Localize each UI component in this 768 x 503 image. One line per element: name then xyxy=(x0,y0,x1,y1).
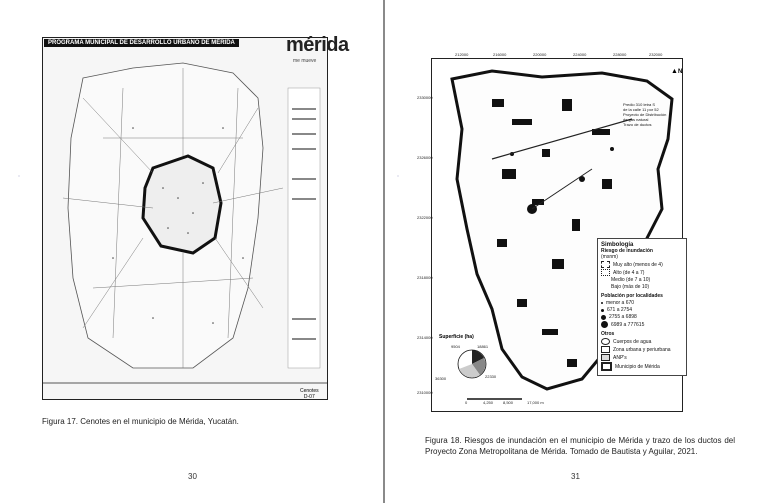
project-legend-line5: Trazo de ductos xyxy=(623,122,652,127)
left-tick-3: 2322000 xyxy=(417,215,433,220)
surface-value-3: 36300 xyxy=(435,376,447,381)
urban-zone-icon xyxy=(601,346,610,353)
north-arrow-icon: ▲N xyxy=(671,68,683,75)
dot-l-icon xyxy=(601,321,608,328)
figure-17-caption: Figura 17. Cenotes en el municipio de Mérida, Yucatán. xyxy=(42,417,239,426)
surface-value-4: 22330 xyxy=(485,374,497,379)
top-tick-6: 232000 xyxy=(649,52,663,57)
population-item: 2755 a 6898 xyxy=(601,314,683,320)
others-item: Cuerpos de agua xyxy=(601,338,683,345)
others-item: Zona urbana y periurbana xyxy=(601,346,683,353)
left-tick-4: 2318000 xyxy=(417,275,433,280)
north-label: N xyxy=(677,69,683,75)
left-page xyxy=(0,0,383,503)
left-tick-1: 2330000 xyxy=(417,95,433,100)
surface-label: Superficie (ha) xyxy=(439,334,474,340)
others-item: Municipio de Mérida xyxy=(601,362,683,371)
population-item: 671 a 2754 xyxy=(601,307,683,313)
legend-title: Simbología xyxy=(601,242,634,248)
right-page xyxy=(385,0,768,503)
dot-s-icon xyxy=(601,309,604,312)
surface-value-2: 18861 xyxy=(477,344,489,349)
figure-18-caption: Figura 18. Riesgos de inundación en el municipio de Mérida y trazo de los ductos del Proyecto Zona Metropolitana de Mérida. Tomado de Bautista y Aguilar, 2021. xyxy=(425,436,735,456)
flood-unit: (msnm) xyxy=(601,254,618,260)
very-high-symbol xyxy=(601,261,610,268)
project-legend-line1: Predio 310 letra S xyxy=(623,102,656,107)
medium-symbol xyxy=(601,278,608,283)
page-number-left: 30 xyxy=(188,472,197,481)
dot-xs-icon xyxy=(601,302,603,304)
surface-value-1: 9504 xyxy=(451,344,460,349)
dot-m-icon xyxy=(601,315,606,320)
project-legend-line3: Proyecto de Distribución xyxy=(623,112,667,117)
scale-tick-1: 0 xyxy=(465,400,468,405)
merida-logo: mérida xyxy=(286,34,349,56)
top-tick-5: 228000 xyxy=(613,52,627,57)
project-legend-line4: de gas natural xyxy=(623,117,649,122)
merida-logo-tagline: me mueve xyxy=(293,58,317,64)
scale-tick-2: 4,250 xyxy=(483,400,494,405)
top-tick-1: 212000 xyxy=(455,52,469,57)
project-legend-line2: de la calle 11 por 52 xyxy=(623,107,659,112)
population-title: Población por localidades xyxy=(601,293,663,299)
watermark-vertical-right: ⁞⁞ xyxy=(397,174,399,178)
scale-tick-3: 8,500 xyxy=(503,400,514,405)
high-symbol xyxy=(601,269,610,276)
flood-title: Riesgo de inundación xyxy=(601,248,653,254)
map-corner-code: Cenotes D-07 xyxy=(300,388,319,400)
watermark-vertical: ⁞⁞ xyxy=(18,174,20,178)
project-legend xyxy=(621,100,681,129)
left-tick-2: 2326000 xyxy=(417,155,433,160)
map-banner: PROGRAMA MUNICIPAL DE DESARROLLO URBANO DE MÉRIDA xyxy=(44,39,239,47)
anp-icon xyxy=(601,354,610,361)
population-item: 6989 a 777615 xyxy=(601,321,683,328)
flood-item: Alto (de 4 a 7) xyxy=(601,269,683,276)
municipality-icon xyxy=(601,362,612,371)
flood-item: Bajo (más de 10) xyxy=(601,284,683,290)
population-item: menor a 670 xyxy=(601,300,683,306)
flood-item: Medio (de 7 a 10) xyxy=(601,277,683,283)
water-body-icon xyxy=(601,338,610,345)
top-tick-2: 216000 xyxy=(493,52,507,57)
others-item: ANP's xyxy=(601,354,683,361)
left-tick-6: 2310000 xyxy=(417,390,433,395)
others-title: Otros xyxy=(601,331,615,337)
cenotes-map-drawing xyxy=(43,38,327,399)
top-tick-3: 220000 xyxy=(533,52,547,57)
scale-tick-4: 17,000 m xyxy=(527,400,544,405)
flood-item: Muy alto (menos de 4) xyxy=(601,261,683,268)
symbology-legend xyxy=(597,238,687,376)
left-tick-5: 2314000 xyxy=(417,335,433,340)
top-tick-4: 224000 xyxy=(573,52,587,57)
page-number-right: 31 xyxy=(571,472,580,481)
cenotes-map xyxy=(42,37,328,400)
low-symbol xyxy=(601,285,608,290)
